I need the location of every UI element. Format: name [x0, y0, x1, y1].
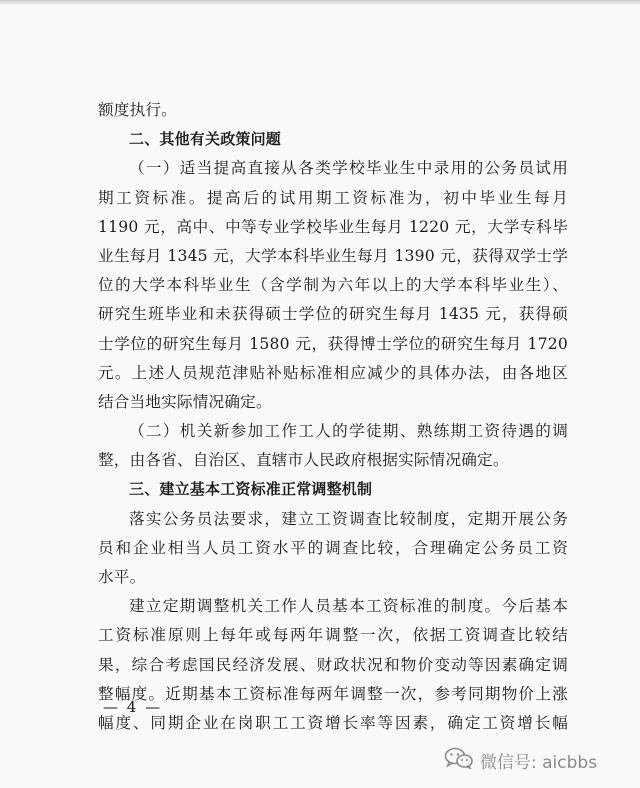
- text-line: （二）机关新参加工作工人的学徒期、熟练期工资待遇的调: [129, 422, 568, 441]
- text-line: 期工资标准。提高后的试用期工资标准为，初中毕业生每月: [98, 188, 568, 207]
- text-line: 幅度、同期企业在岗职工工资增长率等因素，确定工资增长幅: [98, 713, 568, 732]
- watermark-text: 微信号: aicbbs: [480, 752, 598, 773]
- section-heading-3: 三、建立基本工资标准正常调整机制: [129, 480, 373, 499]
- text-line: 工资标准原则上每年或每两年调整一次，依据工资调查比较结: [98, 626, 568, 645]
- text-line: 整，由各省、自治区、直辖市人民政府根据实际情况确定。: [98, 451, 509, 470]
- text-line: 果，综合考虑国民经济发展、财政状况和物价变动等因素确定调: [98, 655, 568, 674]
- text-line: （一）适当提高直接从各类学校毕业生中录用的公务员试用: [129, 159, 568, 178]
- text-line: 1190 元，高中、中等专业学校毕业生每月 1220 元，大学专科毕: [98, 217, 568, 236]
- text-line: 整幅度。近期基本工资标准每两年调整一次，参考同期物价上涨: [98, 684, 568, 703]
- wechat-icon: [444, 747, 474, 773]
- text-line: 额度执行。: [98, 101, 177, 119]
- text-line: 建立定期调整机关工作人员基本工资标准的制度。今后基本: [129, 597, 568, 616]
- text-line: 水平。: [98, 568, 146, 586]
- section-heading-2: 二、其他有关政策问题: [129, 130, 282, 149]
- text-line: 业生每月 1345 元，大学本科毕业生每月 1390 元，获得双学士学: [98, 246, 568, 265]
- watermark: [444, 748, 597, 772]
- text-line: 士学位的研究生每月 1580 元，获得博士学位的研究生每月 1720: [98, 334, 568, 353]
- text-line: 研究生班毕业和未获得硕士学位的研究生每月 1435 元，获得硕: [98, 305, 568, 324]
- document-body: [98, 96, 568, 738]
- text-line: 员和企业相当人员工资水平的调查比较，合理确定公务员工资: [98, 538, 568, 557]
- page-number: — 4 —: [103, 698, 163, 716]
- text-line: 元。上述人员规范津贴补贴标准相应减少的具体办法，由各地区: [98, 363, 568, 382]
- scan-edge: [0, 0, 640, 5]
- text-line: 结合当地实际情况确定。: [98, 392, 272, 411]
- text-line: 落实公务员法要求，建立工资调查比较制度，定期开展公务: [129, 509, 568, 528]
- text-line: 位的大学本科毕业生（含学制为六年以上的大学本科毕业生）、: [98, 276, 568, 295]
